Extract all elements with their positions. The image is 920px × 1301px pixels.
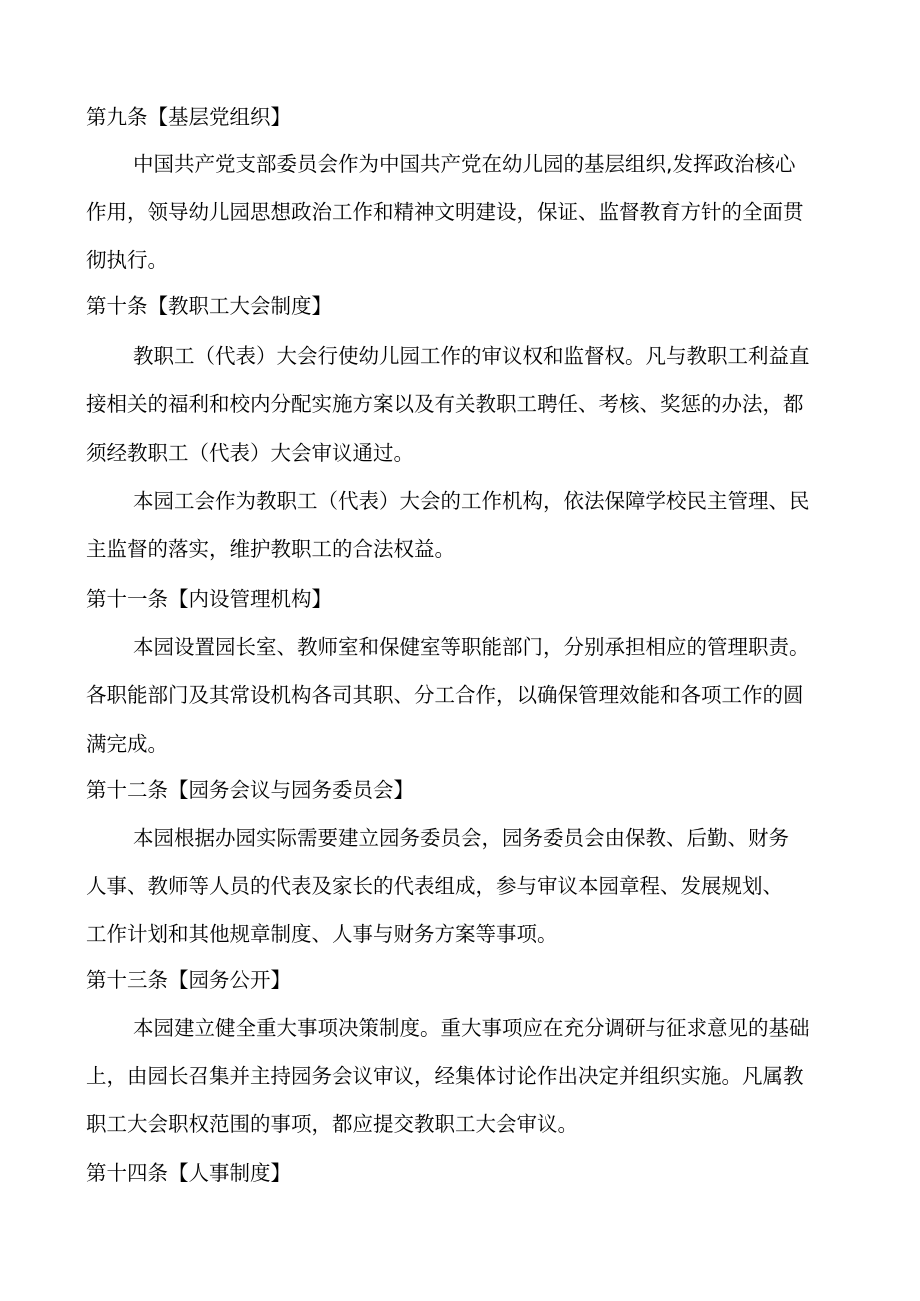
article-10-heading: 第十条【教职工大会制度】 xyxy=(86,294,332,318)
paragraph-line: 本园建立健全重大事项决策制度。重大事项应在充分调研与征求意见的基础 xyxy=(133,1016,810,1040)
paragraph-line: 教职工（代表）大会行使幼儿园工作的审议权和监督权。凡与教职工利益直 xyxy=(133,344,810,368)
paragraph-line: 本园工会作为教职工（代表）大会的工作机构，依法保障学校民主管理、民 xyxy=(133,489,810,513)
paragraph-line: 工作计划和其他规章制度、人事与财务方案等事项。 xyxy=(86,922,558,946)
article-14-heading: 第十四条【人事制度】 xyxy=(86,1161,291,1185)
paragraph-line: 本园设置园长室、教师室和保健室等职能部门，分别承担相应的管理职责。 xyxy=(133,635,810,659)
article-11-heading: 第十一条【内设管理机构】 xyxy=(86,587,332,611)
paragraph-line: 上，由园长召集并主持园务会议审议，经集体讨论作出决定并组织实施。凡属教 xyxy=(86,1064,804,1088)
article-12-heading: 第十二条【园务会议与园务委员会】 xyxy=(86,778,414,802)
paragraph-line: 中国共产党支部委员会作为中国共产党在幼儿园的基层组织,发挥政治核心 xyxy=(133,152,796,176)
paragraph-line: 各职能部门及其常设机构各司其职、分工合作，以确保管理效能和各项工作的圆 xyxy=(86,683,804,707)
paragraph-line: 职工大会职权范围的事项，都应提交教职工大会审议。 xyxy=(86,1112,578,1136)
paragraph-line: 彻执行。 xyxy=(86,248,168,272)
paragraph-line: 本园根据办园实际需要建立园务委员会，园务委员会由保教、后勤、财务 xyxy=(133,826,789,850)
paragraph-line: 人事、教师等人员的代表及家长的代表组成，参与审议本园章程、发展规划、 xyxy=(86,874,783,898)
paragraph-line: 主监督的落实，维护教职工的合法权益。 xyxy=(86,537,455,561)
article-13-heading: 第十三条【园务公开】 xyxy=(86,968,291,992)
paragraph-line: 接相关的福利和校内分配实施方案以及有关教职工聘任、考核、奖惩的办法，都 xyxy=(86,392,804,416)
paragraph-line: 须经教职工（代表）大会审议通过。 xyxy=(86,441,414,465)
paragraph-line: 作用，领导幼儿园思想政治工作和精神文明建设，保证、监督教育方针的全面贯 xyxy=(86,200,804,224)
article-9-heading: 第九条【基层党组织】 xyxy=(86,105,291,129)
paragraph-line: 满完成。 xyxy=(86,732,168,756)
